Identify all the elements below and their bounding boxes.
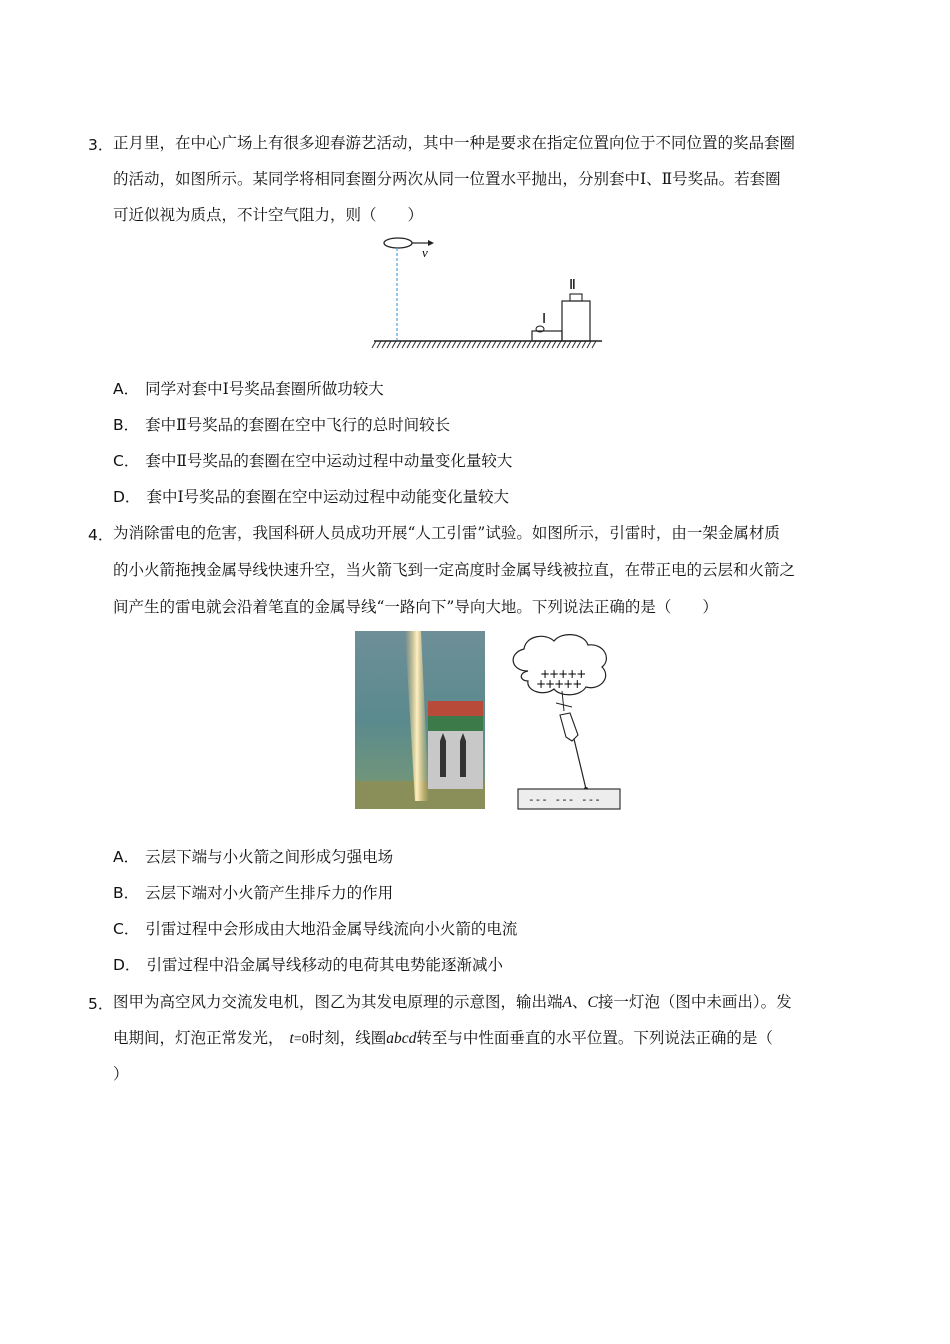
coil-label: abcd	[386, 1030, 417, 1047]
hatch-mark	[512, 341, 516, 348]
hatch-mark	[387, 341, 391, 348]
hatch-mark	[462, 341, 466, 348]
option-text: 套中Ⅱ号奖品的套圈在空中运动过程中动量变化量较大	[145, 452, 513, 470]
terminal-C: C	[587, 994, 598, 1011]
hatch-mark	[522, 341, 526, 348]
option-label: C．	[113, 920, 140, 938]
option-label: A．	[113, 848, 140, 866]
velocity-arrowhead	[428, 240, 434, 246]
option-label: D．	[113, 956, 141, 974]
question-text-line: 的小火箭拖拽金属导线快速升空，当火箭飞到一定高度时金属导线被拉直，在带正电的云层和火箭之	[113, 561, 796, 579]
question-text-line: 间产生的雷电就会沿着笔直的金属导线“一路向下”导向大地。下列说法正确的是（ ）	[113, 598, 718, 616]
question-text-line: 可近似视为质点，不计空气阻力，则（ ）	[113, 206, 424, 224]
hatch-mark	[477, 341, 481, 348]
prize-II-platform	[562, 301, 590, 341]
question-text-line: 的活动，如图所示。某同学将相同套圈分两次从同一位置水平抛出，分别套中Ⅰ、Ⅱ号奖品。若套圈	[113, 170, 781, 188]
hatch-mark	[392, 341, 396, 348]
hatch-mark	[552, 341, 556, 348]
cloud-charges-bottom: +++++	[536, 677, 582, 691]
terminal-A: A	[562, 994, 572, 1011]
hatch-mark	[582, 341, 586, 348]
option-d	[113, 955, 503, 975]
option-c	[113, 451, 512, 471]
option-label: A．	[113, 380, 140, 398]
option-text: 引雷过程中会形成由大地沿金属导线流向小火箭的电流	[145, 920, 518, 938]
option-a	[113, 847, 393, 867]
time-value: =0	[293, 1032, 309, 1047]
hatch-mark	[437, 341, 441, 348]
hatch-mark	[412, 341, 416, 348]
option-label: B．	[113, 416, 140, 434]
ground-charges: --- --- ---	[528, 793, 601, 806]
question-text-line: 正月里，在中心广场上有很多迎春游艺活动，其中一种是要求在指定位置向位于不同位置的奖品套圈	[113, 134, 796, 152]
option-a	[113, 379, 384, 399]
question-text-line: ）	[113, 1065, 129, 1083]
hatch-mark	[432, 341, 436, 348]
text-segment: 、	[571, 993, 588, 1011]
option-text: 云层下端对小火箭产生排斥力的作用	[145, 884, 394, 902]
hatch-mark	[497, 341, 501, 348]
hatch-mark	[427, 341, 431, 348]
inset-photo-rockets	[428, 731, 483, 789]
prize-II	[570, 294, 582, 301]
hatch-mark	[487, 341, 491, 348]
option-text: 同学对套中Ⅰ号奖品套圈所做功较大	[145, 380, 384, 398]
rocket	[560, 713, 578, 741]
question-number: 5．	[88, 995, 114, 1013]
option-b	[113, 883, 393, 903]
hatch-mark	[372, 341, 376, 348]
prize-I-base	[532, 331, 562, 341]
option-text: 引雷过程中沿金属导线移动的电荷其电势能逐渐减小	[146, 956, 503, 974]
question-text-line: 为消除雷电的危害，我国科研人员成功开展“人工引雷”试验。如图所示，引雷时，由一架金属材质	[113, 524, 780, 542]
question-number: 4．	[88, 526, 114, 544]
hatch-mark	[542, 341, 546, 348]
time-variable: t	[289, 1030, 294, 1047]
hatch-mark	[577, 341, 581, 348]
metal-wire	[574, 739, 586, 789]
option-label: D．	[113, 488, 141, 506]
lightning-schematic	[500, 631, 625, 811]
hatch-mark	[467, 341, 471, 348]
hatch-mark	[507, 341, 511, 348]
ground-hatching	[372, 341, 596, 348]
velocity-label: v	[422, 245, 428, 260]
option-label: B．	[113, 884, 140, 902]
hatch-mark	[537, 341, 541, 348]
lightning-photo	[355, 631, 485, 809]
hatch-mark	[442, 341, 446, 348]
label-I: Ⅰ	[542, 312, 547, 327]
hatch-mark	[397, 341, 401, 348]
option-text: 云层下端与小火箭之间形成匀强电场	[145, 848, 394, 866]
question-number: 3．	[88, 136, 114, 154]
hatch-mark	[557, 341, 561, 348]
text-segment: 电期间，灯泡正常发光，	[113, 1029, 284, 1047]
hatch-mark	[562, 341, 566, 348]
hatch-mark	[452, 341, 456, 348]
ring	[384, 238, 412, 248]
text-segment: 图甲为高空风力交流发电机，图乙为其发电原理的示意图，输出端	[113, 993, 563, 1011]
option-text: 套中Ⅰ号奖品的套圈在空中运动过程中动能变化量较大	[146, 488, 510, 506]
hatch-mark	[482, 341, 486, 348]
hatch-mark	[592, 341, 596, 348]
option-text: 套中Ⅱ号奖品的套圈在空中飞行的总时间较长	[145, 416, 451, 434]
hatch-mark	[502, 341, 506, 348]
option-label: C．	[113, 452, 140, 470]
hatch-mark	[407, 341, 411, 348]
hatch-mark	[517, 341, 521, 348]
hatch-mark	[587, 341, 591, 348]
text-segment: 时刻，线圈	[308, 1029, 387, 1047]
hatch-mark	[457, 341, 461, 348]
label-II: Ⅱ	[569, 278, 576, 293]
hatch-mark	[377, 341, 381, 348]
hatch-mark	[547, 341, 551, 348]
hatch-mark	[422, 341, 426, 348]
text-segment: 接一灯泡（图中未画出）。发	[597, 993, 792, 1011]
question-text-line	[113, 992, 792, 1013]
hatch-mark	[527, 341, 531, 348]
option-c	[113, 919, 517, 939]
hatch-mark	[382, 341, 386, 348]
hatch-mark	[532, 341, 536, 348]
ring-toss-figure	[370, 232, 610, 354]
hatch-mark	[447, 341, 451, 348]
question-text-line	[113, 1028, 773, 1050]
hatch-mark	[567, 341, 571, 348]
text-segment: 转至与中性面垂直的水平位置。下列说法正确的是（	[416, 1029, 773, 1047]
cloud-charges-top: +++++	[540, 667, 586, 681]
option-d	[113, 487, 509, 507]
option-b	[113, 415, 450, 435]
hatch-mark	[417, 341, 421, 348]
hatch-mark	[492, 341, 496, 348]
hatch-mark	[402, 341, 406, 348]
hatch-mark	[572, 341, 576, 348]
hatch-mark	[472, 341, 476, 348]
